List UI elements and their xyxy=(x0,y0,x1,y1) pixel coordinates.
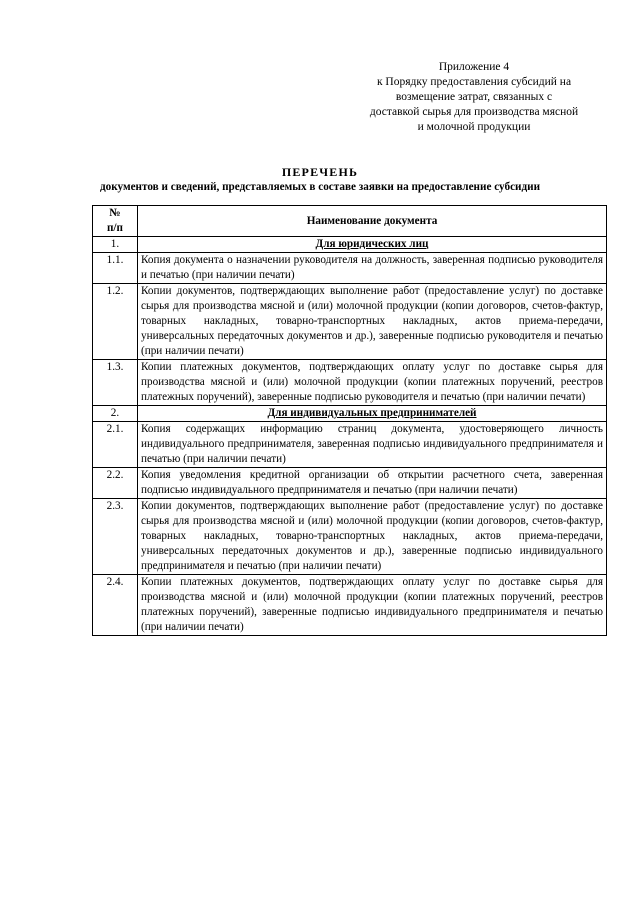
row-text: Копии платежных документов, подтверждающих оплату услуг по доставке сырья для производства мясной и (или) молочной продукции (копии платежных поручений, реестров платежных поручений), заверенные подписью индивидуального предпринимателя и печатью (при наличии печати) xyxy=(138,575,607,636)
header-name-cell: Наименование документа xyxy=(138,206,607,237)
header-number-cell xyxy=(93,206,138,237)
row-text: Копии документов, подтверждающих выполнение работ (предоставление услуг) по доставке сырья для производства мясной и (или) молочной продукции (копии договоров, счетов-фактур, товарных накладных, товарно-транспортных накладных, актов приема-передачи, универсальных передаточных документов и др.), заверенные подписью руководителя и печатью (при наличии печати) xyxy=(138,284,607,360)
row-number: 2.2. xyxy=(93,468,138,499)
table-row xyxy=(93,575,607,636)
header-number-line1: № xyxy=(109,207,121,219)
appendix-line: возмещение затрат, связанных с xyxy=(395,91,553,103)
section-row-entrepreneurs xyxy=(93,406,607,422)
row-number: 1.1. xyxy=(93,253,138,284)
table-row xyxy=(93,468,607,499)
row-number: 2.1. xyxy=(93,422,138,468)
table-row xyxy=(93,360,607,406)
table-row xyxy=(93,253,607,284)
appendix-line: Приложение 4 xyxy=(438,61,510,73)
section-number: 2. xyxy=(93,406,138,422)
row-text: Копии платежных документов, подтверждающих оплату услуг по доставке сырья для производства мясной и (или) молочной продукции (копии платежных поручений, реестров платежных поручений), заверенные подписью руководителя и печатью (при наличии печати) xyxy=(138,360,607,406)
row-number: 1.2. xyxy=(93,284,138,360)
appendix-line: и молочной продукции xyxy=(417,121,531,133)
table-row xyxy=(93,284,607,360)
table-header-row xyxy=(93,206,607,237)
header-number-line2: п/п xyxy=(106,222,123,234)
table-row xyxy=(93,422,607,468)
appendix-block xyxy=(350,60,598,135)
row-text: Копия документа о назначении руководителя на должность, заверенная подписью руководителя и печатью (при наличии печати) xyxy=(138,253,607,284)
row-text: Копия уведомления кредитной организации об открытии расчетного счета, заверенная подписью индивидуального предпринимателя и печатью (при наличии печати) xyxy=(138,468,607,499)
row-number: 2.3. xyxy=(93,499,138,575)
appendix-line: доставкой сырья для производства мясной xyxy=(369,106,579,118)
row-text: Копия содержащих информацию страниц документа, удостоверяющего личность индивидуального предпринимателя, заверенная подписью индивидуального предпринимателя и печатью (при наличии печати) xyxy=(138,422,607,468)
table-row xyxy=(93,499,607,575)
appendix-line: к Порядку предоставления субсидий на xyxy=(376,76,572,88)
section-number: 1. xyxy=(93,237,138,253)
row-text: Копии документов, подтверждающих выполнение работ (предоставление услуг) по доставке сырья для производства мясной и (или) молочной продукции (копии договоров, счетов-фактур, товарных накладных, товарно-транспортных накладных, актов приема-передачи, универсальных передаточных документов и др.), заверенные подписью индивидуального предпринимателя и печатью (при наличии печати) xyxy=(138,499,607,575)
document-subtitle: документов и сведений, представляемых в составе заявки на предоставление субсидии xyxy=(99,181,541,193)
section-row-legal-entities xyxy=(93,237,607,253)
row-number: 1.3. xyxy=(93,360,138,406)
section-title: Для индивидуальных предпринимателей xyxy=(138,406,607,422)
document-title: ПЕРЕЧЕНЬ xyxy=(281,165,359,179)
row-number: 2.4. xyxy=(93,575,138,636)
documents-table xyxy=(92,205,607,636)
section-title: Для юридических лиц xyxy=(138,237,607,253)
